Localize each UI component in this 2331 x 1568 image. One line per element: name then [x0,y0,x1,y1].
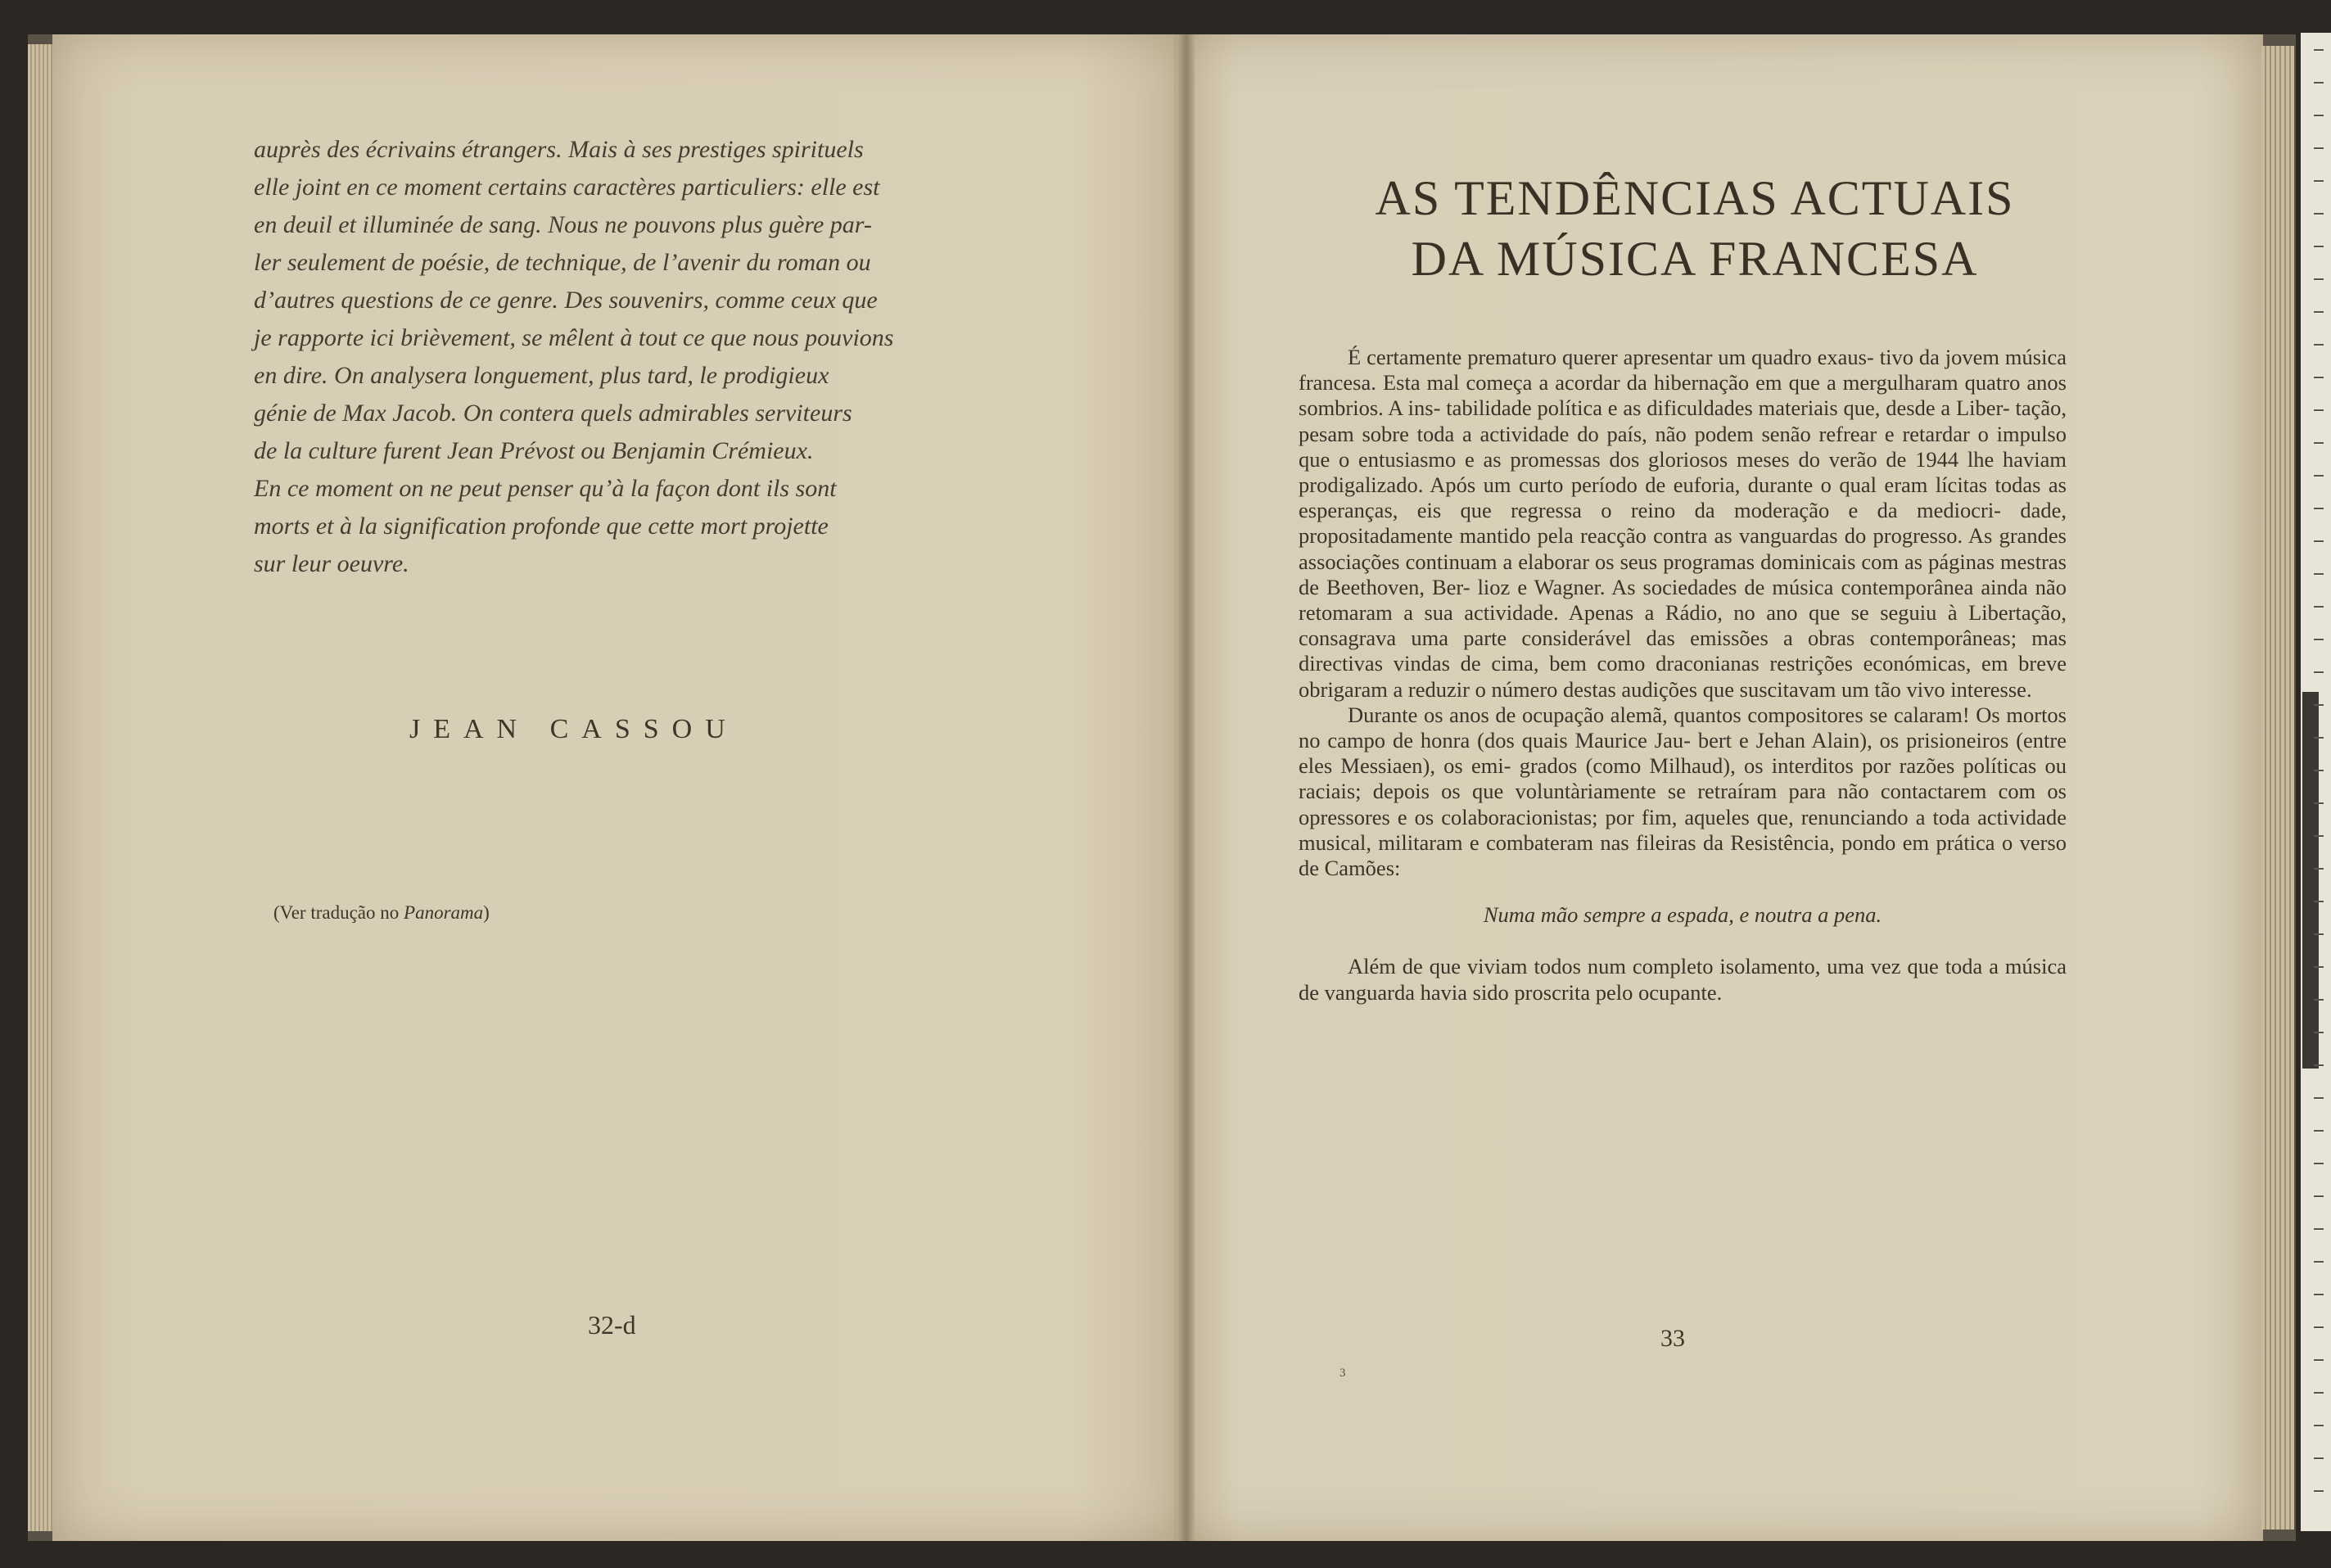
text-line: je rapporte ici brièvement, se mêlent à tout ce que nous pouvions [254,324,894,351]
signature-mark: 3 [1339,1367,1346,1380]
right-page-number: 33 [1660,1325,1685,1352]
text-line: en dire. On analysera longuement, plus tard, le prodigieux [254,362,829,389]
author-signature: JEAN CASSOU [409,714,739,744]
ruler-ticks [2314,49,2324,1515]
note-italic: Panorama [404,902,484,923]
text-line: d’autres questions de ce genre. Des souvenirs, comme ceux que [254,287,878,314]
text-line: sur leur oeuvre. [254,550,409,577]
note-suffix: ) [483,902,490,923]
text-line: auprès des écrivains étrangers. Mais à ses prestiges spirituels [254,136,864,163]
text-line: En ce moment on ne peut penser qu’à la façon dont ils sont [254,475,837,502]
text-line: de la culture furent Jean Prévost ou Benjamin Crémieux. [254,437,814,464]
text-line: morts et à la signification profonde que cette mort projette [254,513,829,540]
french-passage [254,131,1056,583]
note-prefix: (Ver tradução no [273,902,404,923]
left-page-edges [28,44,56,1531]
translation-note [273,902,490,924]
title-line-2: DA MÚSICA FRANCESA [1411,232,1979,286]
paragraph: Durante os anos de ocupação alemã, quantos compositores se calaram! Os mortos no campo de honra (dos quais Maurice Jau- bert e Jehan Alain), os prisioneiros (entre eles Messiaen), os emi- grados (como Milhaud), os interditos por razões políticas ou raciais; depois os que voluntàriamente se retraíram para não contactarem com os opressores e os colaboracionistas; por fim, aqueles que, renunciando a toda actividade musical, militaram e combateram nas fileiras da Resistência, pondo em prática o verso de Camões: [1299,702,2067,881]
camoes-quote: Numa mão sempre a espada, e noutra a pena. [1483,902,1882,928]
title-line-1: AS TENDÊNCIAS ACTUAIS [1375,171,2015,225]
text-line: ler seulement de poésie, de technique, de l’avenir du roman ou [254,249,871,276]
paragraph: É certamente prematuro querer apresentar um quadro exaus- tivo da jovem música francesa. Esta mal começa a acordar da hibernação em que a mergulharam quatro anos sombrios. A ins- tabilidade política e as dificuldades materiais que, desde a Liber- tação, pesam sobre toda a actividade do país, não podem senão refrear e retardar o impulso que o entusiasmo e as promessas dos gloriosos meses do verão de 1944 lhe haviam prodigalizado. Após um curto período de euforia, durante o qual eram lícitas todas as esperanças, eis que regressa o reino da moderação e da mediocri- dade, propositadamente mantido pela reacção contra as vanguardas do progresso. As grandes associações continuam a elaborar os seus programas dominicais com as páginas mestras de Beethoven, Ber- lioz e Wagner. As sociedades de música contemporânea ainda não retomaram a sua actividade. Apenas a Rádio, no ano que se seguiu à Libertação, consagrava uma parte considerável das emissões a obras contemporâneas; mas directivas vindas de cima, bem como draconianas restrições económicas, em breve obrigaram a reduzir o número destas audições que suscitavam um tão vivo interesse. [1299,345,2067,702]
text-line: génie de Max Jacob. On contera quels admirables serviteurs [254,400,852,427]
book-gutter [1178,34,1195,1541]
left-page-number: 32-d [588,1310,636,1340]
article-body [1299,345,2067,1005]
text-line: elle joint en ce moment certains caractères particuliers: elle est [254,174,880,201]
text-line: en deuil et illuminée de sang. Nous ne pouvons plus guère par- [254,211,872,238]
article-title [1204,168,2186,289]
paragraph: Além de que viviam todos num completo isolamento, uma vez que toda a música de vanguarda havia sido proscrita pelo ocupante. [1299,954,2067,1005]
right-page-edges [2261,46,2294,1530]
